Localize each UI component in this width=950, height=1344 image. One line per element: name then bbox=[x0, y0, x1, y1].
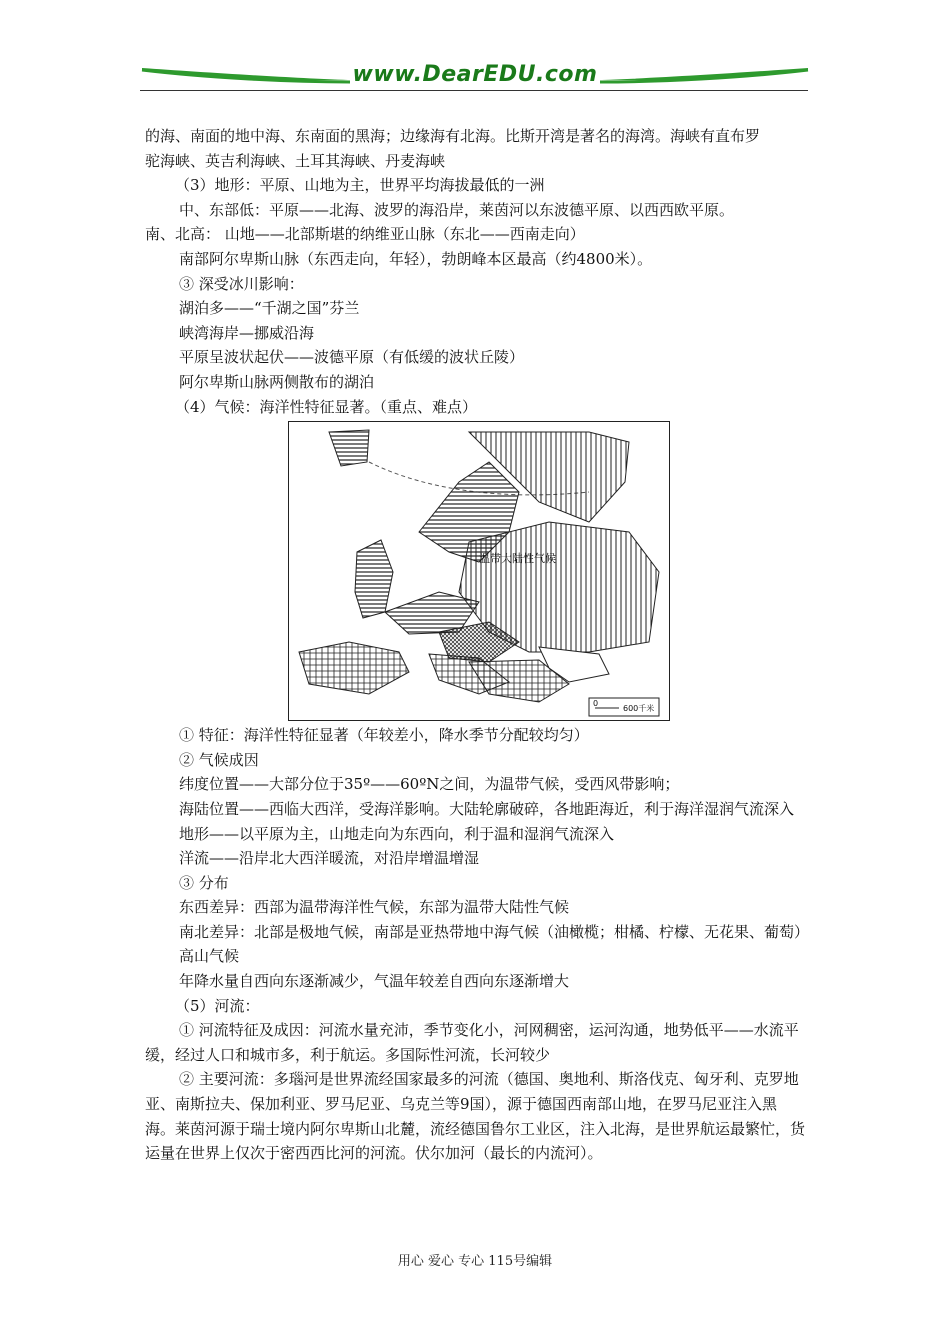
paragraph-line: ② 气候成因 bbox=[179, 750, 259, 769]
header-divider bbox=[140, 90, 808, 91]
site-header bbox=[140, 58, 810, 92]
paragraph-line: 纬度位置——大部分位于35º——60ºN之间，为温带气候，受西风带影响； bbox=[179, 775, 680, 794]
paragraph-line: 的海、南面的地中海、东南面的黑海；边缘海有北海。比斯开湾是著名的海湾。海峡有直布罗 bbox=[145, 127, 761, 145]
map-region-label: 温带大陆性气候 bbox=[479, 552, 556, 566]
paragraph-line: 海陆位置——西临大西洋，受海洋影响。大陆轮廓破碎，各地距海近，利于海洋湿润气流深入 bbox=[179, 799, 795, 818]
paragraph-line: ③ 深受冰川影响： bbox=[179, 274, 304, 293]
document-body bbox=[145, 124, 810, 1166]
paragraph-line: 南部阿尔卑斯山脉（东西走向，年轻），勃朗峰本区最高（约4800米）。 bbox=[179, 249, 653, 268]
paragraph-line: 地形——以平原为主，山地走向为东西向，利于温和湿润气流深入 bbox=[179, 824, 615, 843]
paragraph-line: 南北差异：北部是极地气候，南部是亚热带地中海气候（油橄榄；柑橘、柠檬、无花果、葡萄） bbox=[179, 922, 810, 941]
paragraph-line: 驼海峡、英吉利海峡、土耳其海峡、丹麦海峡 bbox=[145, 151, 446, 170]
paragraph-line: ② 主要河流：多瑙河是世界流经国家最多的河流（德国、奥地利、斯洛伐克、匈牙利、克罗地亚、南斯拉夫、保加利亚、罗马尼亚、乌克兰等9国），源于德国西南部山地，在罗马尼亚注入黑海。莱茵河源于瑞士境内阿尔卑斯山北麓，流经德国鲁尔工业区，注入北海，是世界航运最繁忙，货运量在世界上仅次于密西西比河的河流。伏尔加河（最长的内流河）。 bbox=[145, 1070, 806, 1163]
map-scale-label: 600千米 bbox=[623, 704, 655, 714]
paragraph-line: 中、东部低：平原——北海、波罗的海沿岸，莱茵河以东波德平原、以西西欧平原。 bbox=[179, 200, 735, 219]
paragraph-line: 洋流——沿岸北大西洋暖流，对沿岸增温增湿 bbox=[179, 849, 480, 868]
paragraph-line: ③ 分布 bbox=[179, 873, 229, 892]
site-logo-text[interactable]: www.DearEDU.com bbox=[352, 62, 598, 87]
text-block-after-map bbox=[145, 723, 810, 1166]
paragraph-line: ① 特征：海洋性特征显著（年较差小，降水季节分配较均匀） bbox=[179, 726, 589, 745]
paragraph-line: （5）河流： bbox=[175, 996, 260, 1015]
figure bbox=[145, 419, 807, 723]
paragraph-line: 湖泊多——“千湖之国”芬兰 bbox=[179, 299, 360, 318]
paragraph-line: 平原呈波状起伏——波德平原（有低缓的波状丘陵） bbox=[179, 348, 525, 367]
text-block-before-map bbox=[145, 124, 807, 419]
map-scale-zero: 0 bbox=[593, 699, 599, 709]
paragraph-line: 峡湾海岸—挪威沿海 bbox=[179, 323, 315, 342]
paragraph-line: ① 河流特征及成因：河流水量充沛，季节变化小，河网稠密，运河沟通，地势低平——水流平缓，经过人口和城市多，利于航运。多国际性河流，长河较少 bbox=[145, 1021, 799, 1064]
map-drawing bbox=[289, 422, 670, 721]
paragraph-line: 高山气候 bbox=[179, 947, 240, 966]
paragraph-line: （4）气候：海洋性特征显著。（重点、难点） bbox=[175, 397, 478, 416]
paragraph-line: 年降水量自西向东逐渐减少，气温年较差自西向东逐渐增大 bbox=[179, 972, 570, 991]
europe-climate-map bbox=[288, 421, 670, 721]
paragraph-line: （3）地形：平原、山地为主，世界平均海拔最低的一洲 bbox=[175, 176, 545, 195]
paragraph-line: 东西差异：西部为温带海洋性气候，东部为温带大陆性气候 bbox=[179, 898, 570, 917]
paragraph-line: 阿尔卑斯山脉两侧散布的湖泊 bbox=[179, 372, 375, 391]
paragraph-line: 南、北高： 山地——北部斯堪的纳维亚山脉（东北——西南走向） bbox=[145, 225, 585, 244]
page-footer: 用心 爱心 专心 115号编辑 bbox=[397, 1254, 553, 1269]
